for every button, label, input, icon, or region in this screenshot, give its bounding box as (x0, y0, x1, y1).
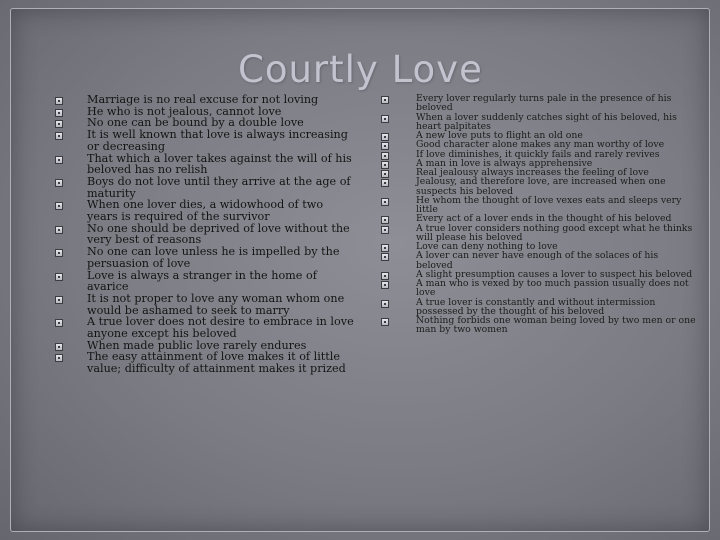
list-item (55, 153, 355, 176)
list-item-text: No one should be deprived of love without the very best of reasons (87, 221, 350, 247)
list-item (381, 113, 696, 132)
bullet-icon (55, 273, 63, 281)
bullet-icon (381, 253, 389, 261)
slide-title: Courtly Love (238, 48, 483, 91)
list-item-text: A slight presumption causes a lover to suspect his beloved (416, 268, 693, 280)
bullet-icon (381, 226, 389, 234)
list-item-text: It is well known that love is always increasing or decreasing (87, 128, 348, 153)
bullet-icon (55, 132, 63, 140)
bullet-icon (55, 296, 63, 304)
list-item (55, 270, 355, 293)
list-item (381, 251, 696, 270)
list-item-text: Love is always a stranger in the home of avarice (87, 268, 317, 294)
left-bullet-list (55, 94, 355, 375)
list-item (55, 223, 355, 246)
list-item-text: Nothing forbids one woman being loved by two men or one man by two women (416, 315, 696, 336)
list-item-text: A true lover considers nothing good except what he thinks will please his beloved (416, 222, 693, 243)
bullet-icon (381, 115, 389, 123)
list-item-text: Every act of a lover ends in the thought of his beloved (416, 213, 672, 225)
bullet-icon (55, 354, 63, 362)
bullet-icon (55, 179, 63, 187)
bullet-icon (55, 319, 63, 327)
list-item-text: Boys do not love until they arrive at the age of maturity (87, 174, 351, 200)
list-item-text: A true lover is constantly and without intermission possessed by the thought of his beloved (416, 296, 656, 317)
list-item-text: When a lover suddenly catches sight of his beloved, his heart palpitates (416, 111, 677, 132)
bullet-icon (55, 202, 63, 210)
list-item-text: No one can be bound by a double love (87, 116, 304, 130)
list-item-text: A man in love is always apprehensive (416, 157, 593, 169)
list-item-text: The easy attainment of love makes it of little value; difficulty of attainment makes it prized (87, 350, 346, 376)
list-item (381, 224, 696, 243)
list-item (55, 129, 355, 152)
bullet-icon (55, 156, 63, 164)
list-item-text: He who is not jealous, cannot love (87, 104, 282, 118)
bullet-icon (55, 109, 63, 117)
bullet-icon (381, 281, 389, 289)
right-bullet-list (381, 94, 696, 335)
list-item (381, 298, 696, 317)
bullet-icon (381, 179, 389, 187)
list-item (55, 176, 355, 199)
bullet-icon (381, 300, 389, 308)
list-item (381, 316, 696, 335)
list-item-text: If love diminishes, it quickly fails and rarely revives (416, 148, 660, 160)
list-item-text: Real jealousy always increases the feeling of love (416, 167, 649, 178)
list-item (381, 94, 696, 113)
list-item-text: Love can deny nothing to love (416, 241, 558, 252)
list-item (381, 177, 696, 196)
bullet-icon (381, 318, 389, 326)
bullet-icon (381, 96, 389, 104)
bullet-icon (381, 198, 389, 206)
list-item (55, 293, 355, 316)
list-item-text: A true lover does not desire to embrace in love anyone except his beloved (87, 315, 354, 341)
list-item-text: He whom the thought of love vexes eats and sleeps very little (416, 194, 682, 215)
list-item-text: It is not proper to love any woman whom one would be ashamed to seek to marry (87, 291, 345, 317)
list-item (55, 199, 355, 222)
bullet-icon (55, 226, 63, 234)
list-item (55, 351, 355, 374)
bullet-icon (55, 97, 63, 105)
list-item-text: Jealousy, and therefore love, are increased when one suspects his beloved (416, 176, 666, 197)
list-item-text: When made public love rarely endures (87, 338, 307, 352)
list-item-text: A lover can never have enough of the solaces of his beloved (416, 250, 659, 271)
list-item-text: A new love puts to flight an old one (416, 130, 583, 141)
bullet-icon (55, 120, 63, 128)
list-item-text: Marriage is no real excuse for not loving (87, 93, 319, 106)
bullet-icon (55, 343, 63, 351)
list-item-text: That which a lover takes against the will of his beloved has no relish (87, 151, 352, 177)
bullet-icon (55, 249, 63, 257)
list-item (55, 246, 355, 269)
list-item (55, 316, 355, 339)
list-item-text: When one lover dies, a widowhood of two years is required of the survivor (87, 198, 324, 224)
list-item (381, 279, 696, 298)
list-item (381, 196, 696, 215)
list-item-text: Every lover regularly turns pale in the presence of his beloved (416, 93, 672, 114)
list-item-text: Good character alone makes any man worthy of love (416, 139, 665, 151)
list-item-text: No one can love unless he is impelled by the persuasion of love (87, 245, 340, 270)
list-item-text: A man who is vexed by too much passion usually does not love (416, 278, 689, 299)
